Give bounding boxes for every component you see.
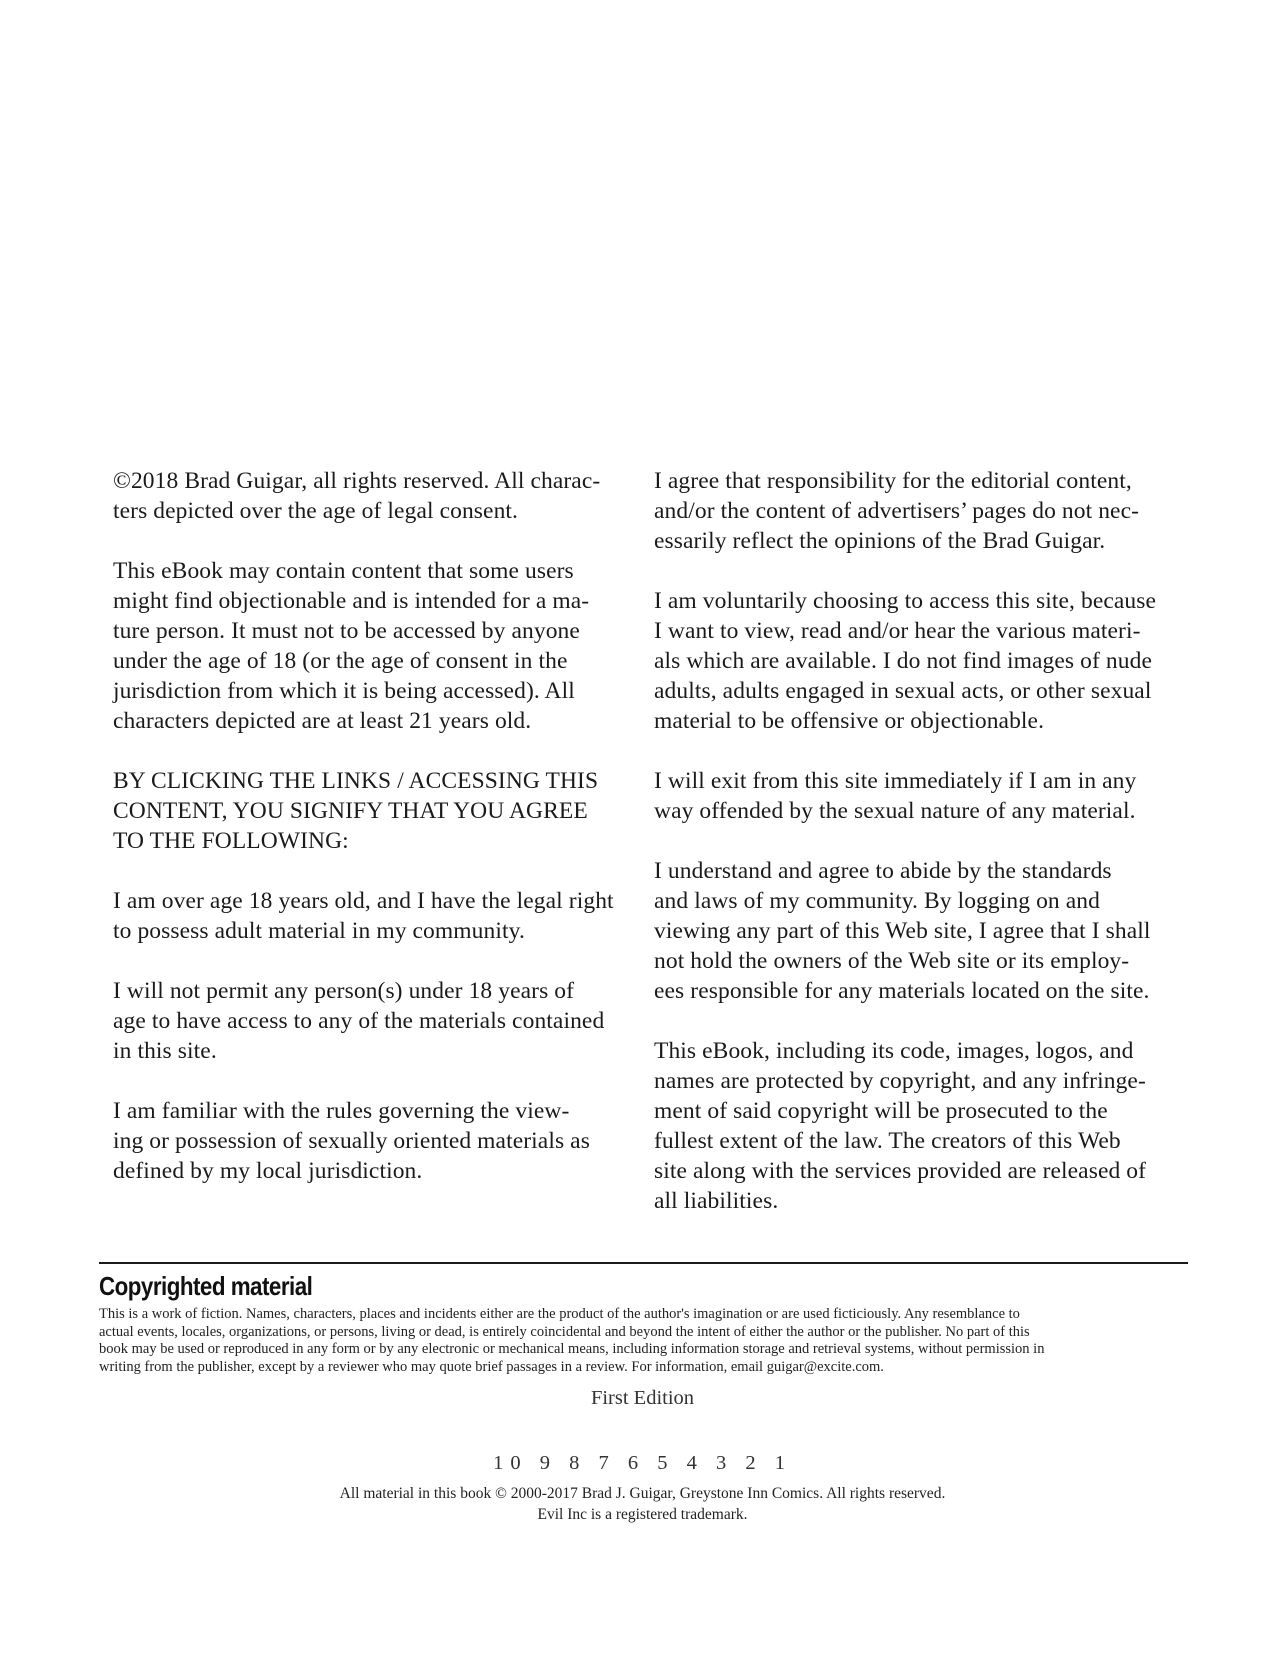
paragraph-voluntary-access: I am voluntarily choosing to access this site, because I want to view, read and/or hear the various materi- als which are available. I do not find images of nude adults, adults engaged in sexual acts, or other sexual material to be offensive or objectionable. xyxy=(654,588,1157,734)
copyrighted-material-heading: Copyrighted material xyxy=(99,1271,313,1301)
trademark-statement: Evil Inc is a registered trademark. xyxy=(537,1506,748,1523)
paragraph-age-statement: I am over age 18 years old, and I have the legal right to possess adult material in my community. xyxy=(113,888,614,944)
paragraph-agreement-heading: BY CLICKING THE LINKS / ACCESSING THIS CONTENT, YOU SIGNIFY THAT YOU AGREE TO THE FOLLOWING: xyxy=(113,768,599,854)
rights-statement: All material in this book © 2000-2017 Brad J. Guigar, Greystone Inn Comics. All rights reserved. xyxy=(339,1485,946,1502)
paragraph-minor-access: I will not permit any person(s) under 18 years of age to have access to any of the materials contained in this site. xyxy=(113,978,605,1064)
legal-column-right xyxy=(654,466,1179,1246)
paragraph-exit-statement: I will exit from this site immediately if I am in any way offended by the sexual nature of any material. xyxy=(654,768,1137,824)
paragraph-editorial-responsibility: I agree that responsibility for the editorial content, and/or the content of advertisers’ pages do not nec- essarily reflect the opinions of the Brad Guigar. xyxy=(654,468,1140,554)
section-divider xyxy=(99,1262,1188,1264)
printing-number-line: 10 9 8 7 6 5 4 3 2 1 xyxy=(493,1452,792,1474)
paragraph-copyright: ©2018 Brad Guigar, all rights reserved. All charac- ters depicted over the age of legal consent. xyxy=(113,468,601,524)
fiction-disclaimer: This is a work of fiction. Names, characters, places and incidents either are the product of the author's imagination or are used ficticiously. Any resemblance to actual events, locales, organizations, or persons, living or dead, is entirely coincidental and beyond the intent of either the author or the publisher. No part of this book may be used or reproduced in any form or by any electronic or mechanical means, including information storage and retrieval systems, without permission in writing from the publisher, except by a reviewer who may quote brief passages in a review. For information, email guigar@excite.com. xyxy=(99,1306,1045,1375)
paragraph-community-standards: I understand and agree to abide by the standards and laws of my community. By logging on and viewing any part of this Web site, I agree that I shall not hold the owners of the Web site or its employ- ees responsible for any materials located on the site. xyxy=(654,858,1151,1004)
paragraph-content-warning: This eBook may contain content that some users might find objectionable and is intended for a ma- ture person. It must not to be accessed by anyone under the age of 18 (or the age of consent in the jurisdiction from which it is being accessed). All characters depicted are at least 21 years old. xyxy=(113,558,590,734)
edition-label: First Edition xyxy=(590,1387,695,1409)
paragraph-copyright-protection: This eBook, including its code, images, logos, and names are protected by copyright, and any infringe- ment of said copyright will be prosecuted to the fullest extent of the law. The creators of this Web site along with the services provided are released of all liabilities. xyxy=(654,1038,1147,1214)
paragraph-jurisdiction: I am familiar with the rules governing the view- ing or possession of sexually oriented materials as defined by my local jurisdiction. xyxy=(113,1098,590,1184)
legal-column-left xyxy=(113,466,643,1216)
